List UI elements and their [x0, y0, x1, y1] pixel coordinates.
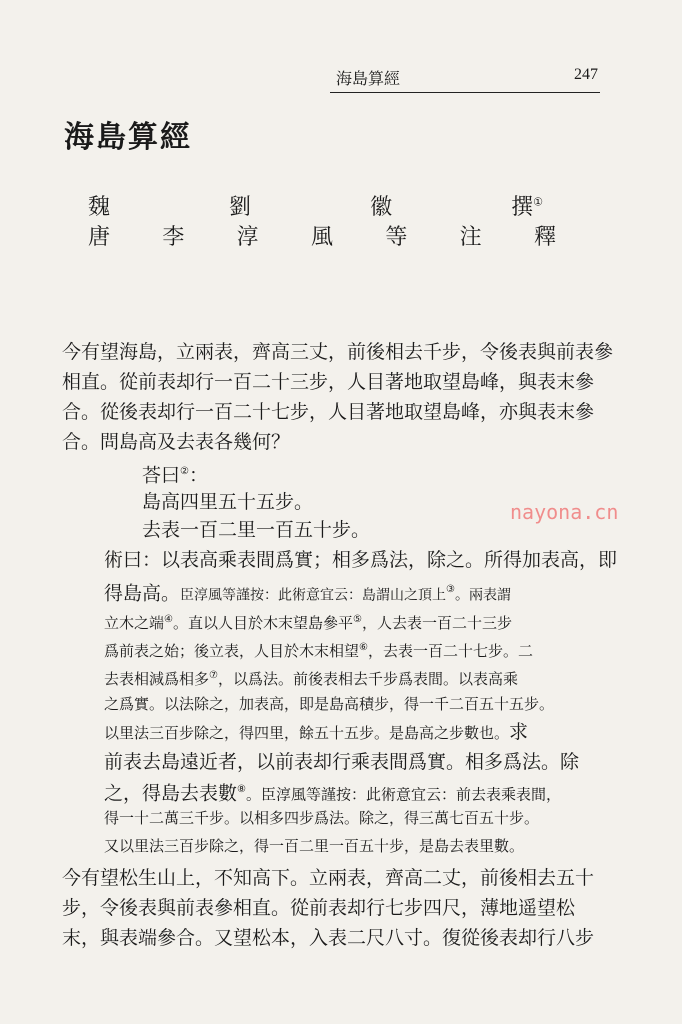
footnote-mark: ⑧ — [237, 784, 246, 795]
commentary-line: 得一十二萬三千步。以相多四步爲法。除之，得三萬七百五十步。 — [104, 809, 540, 827]
author-line-1 — [88, 190, 543, 220]
author-line-2 — [88, 220, 556, 250]
problem-2-line: 今有望松生山上，不知高下。立兩表，齊高二丈，前後相去五十 — [62, 867, 595, 889]
footnote-mark: ⑥ — [359, 642, 368, 653]
book-title: 海島算經 — [64, 120, 192, 155]
author-char: 風 — [310, 225, 333, 250]
commentary-line: 以里法三百步除之，得四里，餘五十五步。是島高之步數也。求 — [104, 721, 529, 743]
commentary-line: 爲前表之始；後立表，人目於木末相望⑥，去表一百二十七步。二 — [104, 642, 533, 660]
method-line: 術曰：以表高乘表間爲實；相多爲法，除之。所得加表高，即 — [104, 549, 618, 571]
running-header — [330, 62, 600, 93]
method-line: 前表去島遠近者，以前表却行乘表間爲實。相多爲法。除 — [104, 751, 580, 773]
watermark: nayona.cn — [510, 500, 619, 524]
footnote-mark: ④ — [164, 614, 173, 625]
author-char: 淳 — [236, 225, 259, 250]
commentary-line: 立木之端④。直以人目於木末望島參平⑤，人去表一百二十三步 — [104, 614, 512, 632]
answer-label: 荅曰②： — [142, 464, 208, 487]
author-char: 等 — [385, 225, 408, 250]
footnote-mark: ⑦ — [209, 670, 218, 681]
commentary-line: 又以里法三百步除之，得一百二里一百五十步，是島去表里數。 — [104, 837, 525, 855]
problem-1-line: 相直。從前表却行一百二十三步，人目著地取望島峰，與表末參 — [62, 371, 595, 393]
author-char: 魏 — [88, 195, 111, 220]
author-char: 釋 — [533, 225, 556, 250]
footnote-mark: ② — [180, 466, 189, 477]
footnote-mark: ⑤ — [353, 614, 362, 625]
author-char: 劉 — [229, 195, 252, 220]
author-char: 注 — [459, 225, 482, 250]
problem-2-line: 步，令後表與前表參相直。從前表却行七步四尺，薄地遥望松 — [62, 897, 576, 919]
author-char: 李 — [162, 225, 185, 250]
commentary-line: 去表相減爲相多⑦，以爲法。前後表相去千步爲表間。以表高乘 — [104, 670, 518, 688]
answer-line: 去表一百二里一百五十步。 — [142, 519, 371, 541]
author-char: 徽 — [370, 195, 393, 220]
footnote-mark: ③ — [446, 584, 455, 595]
author-char: 撰① — [511, 195, 543, 220]
author-char: 唐 — [88, 225, 111, 250]
footnote-mark: ① — [533, 195, 543, 209]
method-line: 得島高。臣淳風等謹按：此術意宜云：島謂山之頂上③。兩表謂 — [104, 582, 511, 605]
header-title: 海島算經 — [336, 69, 401, 88]
problem-1-line: 合。問島高及去表各幾何？ — [62, 431, 291, 453]
commentary-line: 之爲實。以法除之，加表高，即是島高積步，得一千二百五十五步。 — [104, 695, 555, 713]
problem-2-line: 末，與表端參合。又望松本，入表二尺八寸。復從後表却行八步 — [62, 927, 595, 949]
page-number: 247 — [574, 66, 598, 83]
method-line: 之，得島去表數⑧。臣淳風等謹按：此術意宜云：前去表乘表間， — [104, 782, 561, 805]
answer-line: 島高四里五十五步。 — [142, 491, 314, 513]
problem-1-line: 今有望海島，立兩表，齊高三丈，前後相去千步，令後表與前表參 — [62, 341, 614, 363]
problem-1-line: 合。從後表却行一百二十七步，人目著地取望島峰，亦與表末參 — [62, 401, 595, 423]
